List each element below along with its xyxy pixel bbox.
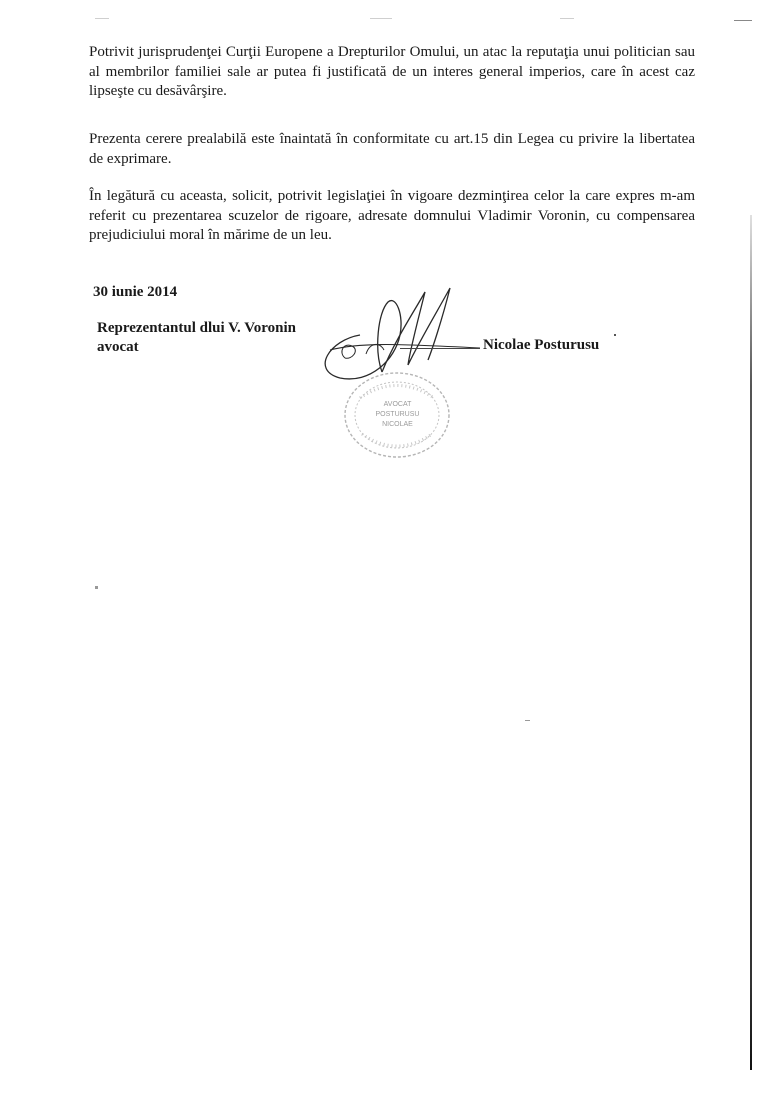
scan-artifact — [614, 334, 616, 336]
scan-artifact — [560, 18, 574, 19]
signatory-name: Nicolae Posturusu — [483, 337, 600, 353]
signature-line — [400, 348, 480, 349]
representative-block — [97, 319, 296, 357]
handwritten-signature — [300, 280, 480, 390]
representative-line: Reprezentantul dlui V. Voronin — [97, 320, 296, 336]
scan-edge-line — [750, 215, 752, 1070]
scan-artifact — [734, 20, 752, 21]
scan-artifact — [525, 720, 530, 721]
scan-artifact — [95, 586, 98, 589]
paragraph-demand: În legătură cu aceasta, solicit, potrivit legislaţiei în vigoare dezminţirea celor la care expres m-am referit cu prezentarea scuzelor de rigoare, adresate domnului Vladimir Voronin, cu compensarea prejudiciului moral în mărime de un leu. — [89, 188, 695, 243]
stamp-seal-text: AVOCAT POSTURUSU NICOLAE — [375, 401, 420, 428]
scan-artifact — [95, 18, 109, 19]
paragraph-jurisprudence: Potrivit jurisprudenţei Curţii Europene a Drepturilor Omului, un atac la reputaţia unui politician sau al membrilor familiei sale ar putea fi justificată de un interes general imperios, care în acest caz lipseşte cu desăvârşire. — [89, 44, 695, 99]
document-date: 30 iunie 2014 — [93, 284, 178, 300]
scan-artifact — [370, 18, 392, 19]
representative-role: avocat — [97, 339, 139, 355]
paragraph-request-basis: Prezenta cerere prealabilă este înaintată în conformitate cu art.15 din Legea cu privire la libertatea de exprimare. — [89, 131, 695, 167]
